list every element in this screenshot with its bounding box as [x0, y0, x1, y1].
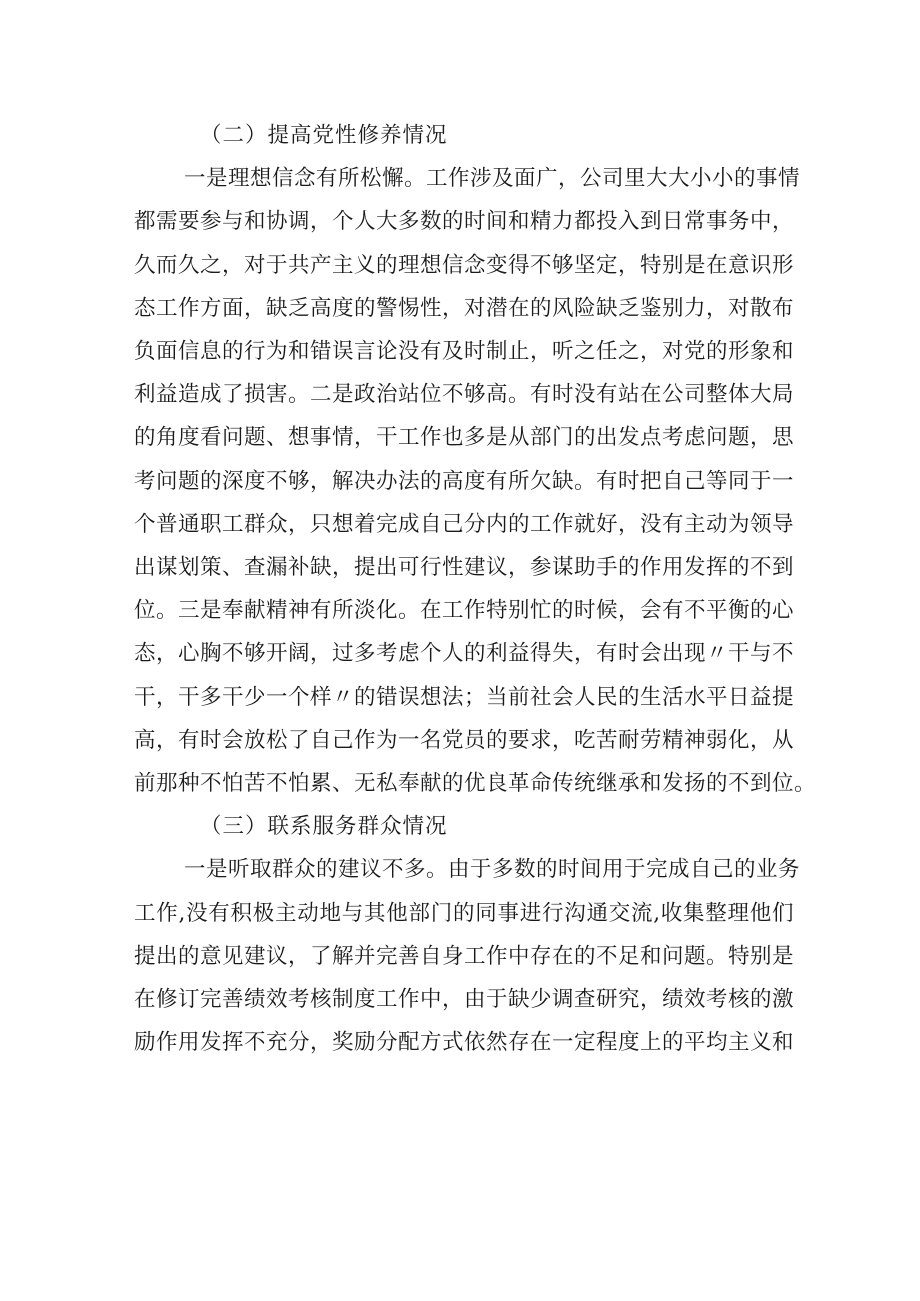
text-line: 的角度看问题、想事情，干工作也多是从部门的出发点考虑问题，思 [134, 425, 795, 451]
section-heading-2: （二）提高党性修养情况 [200, 123, 448, 148]
text-line: 提出的意见建议，了解并完善自身工作中存在的不足和问题。特别是 [134, 943, 795, 969]
text-line: 个普通职工群众，只想着完成自己分内的工作就好，没有主动为领导 [134, 511, 795, 537]
text-line: 励作用发挥不充分，奖励分配方式依然存在一定程度上的平均主义和 [134, 1030, 795, 1056]
text-line: 都需要参与和协调，个人大多数的时间和精力都投入到日常事务中， [134, 209, 795, 235]
text-line: 一是听取群众的建议不多。由于多数的时间用于完成自己的业务 [184, 857, 801, 883]
text-line: 态工作方面，缺乏高度的警惕性，对潜在的风险缺乏鉴别力，对散布 [134, 295, 795, 321]
text-line: 在修订完善绩效考核制度工作中，由于缺少调查研究，绩效考核的激 [134, 987, 795, 1013]
section-heading-3: （三）联系服务群众情况 [200, 814, 448, 840]
text-line: 一是理想信念有所松懈。工作涉及面广，公司里大大小小的事情 [184, 166, 801, 192]
text-line: 考问题的深度不够，解决办法的高度有所欠缺。有时把自己等同于一 [134, 468, 795, 494]
text-line: 位。三是奉献精神有所淡化。在工作特别忙的时候，会有不平衡的心 [134, 598, 795, 624]
text-line: 工作,没有积极主动地与其他部门的同事进行沟通交流,收集整理他们 [134, 900, 794, 926]
section-paragraph-3 [134, 848, 801, 1064]
text-line: 干，干多干少一个样〃的错误想法；当前社会人民的生活水平日益提 [134, 684, 795, 710]
section-paragraph-2 [134, 157, 817, 805]
text-line: 出谋划策、查漏补缺，提出可行性建议，参谋助手的作用发挥的不到 [134, 555, 795, 581]
text-line: 负面信息的行为和错误言论没有及时制止，听之任之，对党的形象和 [134, 339, 795, 365]
text-line: 高，有时会放松了自己作为一名党员的要求，吃苦耐劳精神弱化，从 [134, 727, 795, 753]
document-body [134, 114, 817, 1064]
text-line: 前那种不怕苦不怕累、无私奉献的优良革命传统继承和发扬的不到位。 [134, 771, 817, 797]
text-line: 利益造成了损害。二是政治站位不够高。有时没有站在公司整体大局 [134, 382, 795, 408]
text-line: 态，心胸不够开阔，过多考虑个人的利益得失，有时会出现〃干与不 [134, 641, 795, 667]
text-line: 久而久之，对于共产主义的理想信念变得不够坚定，特别是在意识形 [134, 252, 795, 278]
